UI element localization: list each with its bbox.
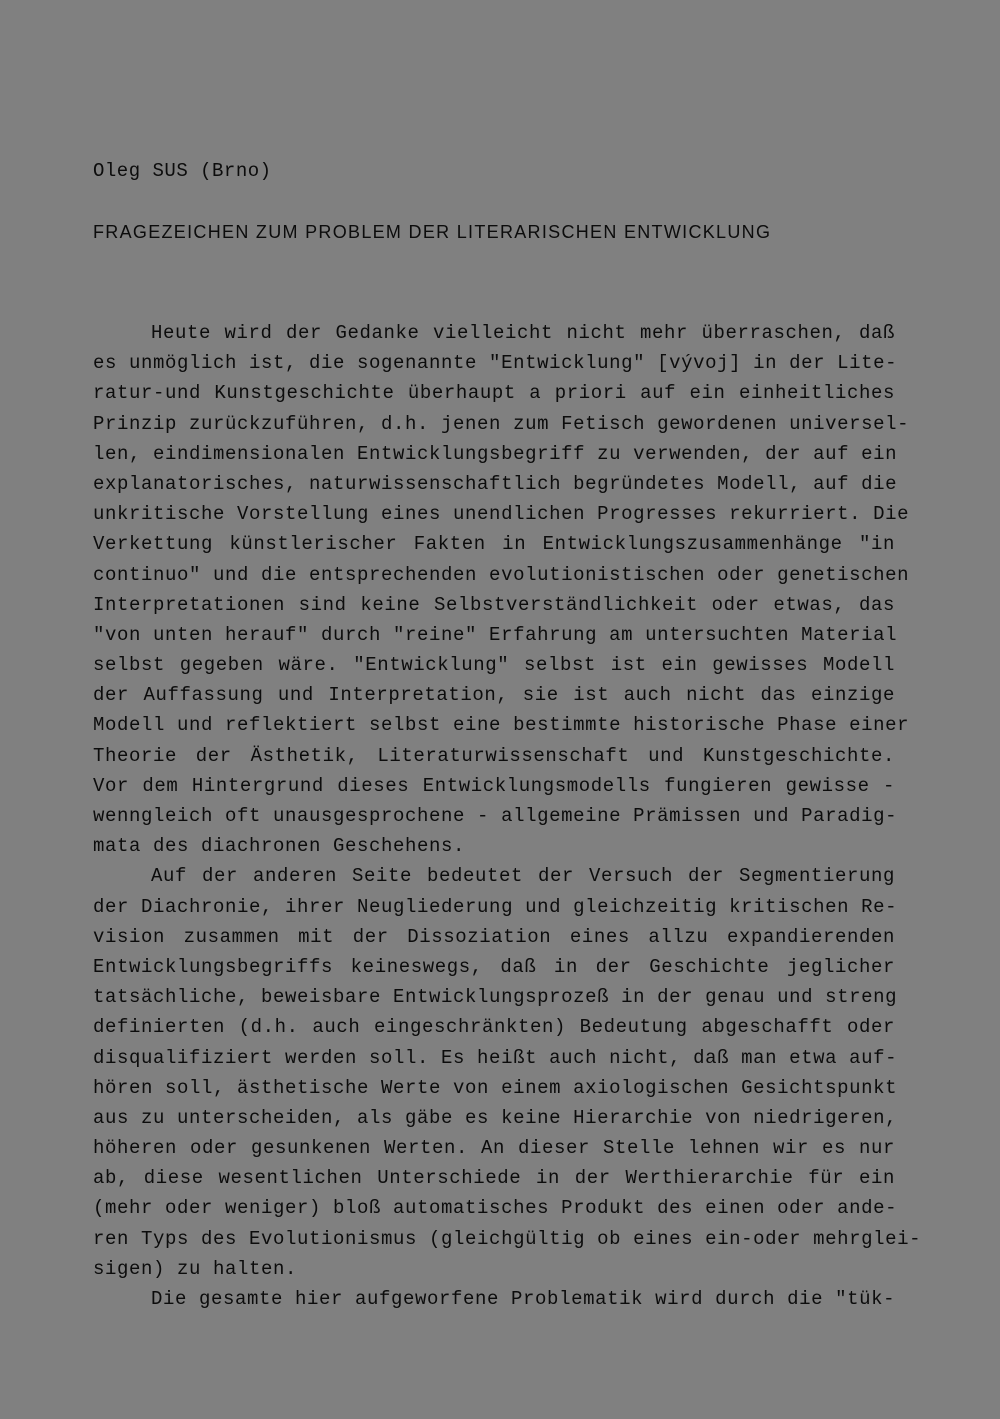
text-line: wenngleich oft unausgesprochene - allgemeine Prämissen und Paradig- xyxy=(93,805,898,827)
text-line: es unmöglich ist, die sogenannte "Entwicklung" [vývoj] in der Lite- xyxy=(93,352,898,375)
text-line: der Auffassung und Interpretation, sie ist auch nicht das einzige xyxy=(93,684,895,707)
author-line: Oleg SUS (Brno) xyxy=(93,160,272,182)
text-line: selbst gegeben wäre. "Entwicklung" selbst ist ein gewisses Modell xyxy=(93,654,895,677)
text-line: sigen) zu halten. xyxy=(93,1257,298,1280)
text-line: Prinzip zurückzuführen, d.h. jenen zum Fetisch gewordenen universel- xyxy=(93,412,910,435)
text-line: ab, diese wesentlichen Unterschiede in der Werthierarchie für ein xyxy=(93,1167,895,1190)
text-line: Vor dem Hintergrund dieses Entwicklungsmodells fungieren gewisse - xyxy=(93,774,895,797)
text-line: Auf der anderen Seite bedeutet der Versuch der Segmentierung xyxy=(151,865,895,888)
text-line: der Diachronie, ihrer Neugliederung und gleichzeitig kritischen Re- xyxy=(93,895,898,918)
text-line: Theorie der Ästhetik, Literaturwissenschaft und Kunstgeschichte. xyxy=(93,744,895,767)
text-line: disqualifiziert werden soll. Es heißt auch nicht, daß man etwa auf- xyxy=(93,1046,898,1069)
text-line: Verkettung künstlerischer Fakten in Entwicklungszusammenhänge "in xyxy=(93,533,895,556)
text-line: tatsächliche, beweisbare Entwicklungsprozeß in der genau und streng xyxy=(93,986,898,1009)
text-line: continuo" und die entsprechenden evolutionistischen oder genetischen xyxy=(93,563,910,586)
text-line: höheren oder gesunkenen Werten. An dieser Stelle lehnen wir es nur xyxy=(93,1137,895,1160)
text-line: unkritische Vorstellung eines unendlichen Progresses rekurriert. Die xyxy=(93,503,910,526)
text-line: "von unten herauf" durch "reine" Erfahrung am untersuchten Material xyxy=(93,623,898,646)
body-text xyxy=(93,318,923,1314)
text-line: mata des diachronen Geschehens. xyxy=(93,835,466,858)
text-line: ratur-und Kunstgeschichte überhaupt a priori auf ein einheitliches xyxy=(93,382,895,405)
text-line: vision zusammen mit der Dissoziation eines allzu expandierenden xyxy=(93,925,895,948)
text-line: len, eindimensionalen Entwicklungsbegriff zu verwenden, der auf ein xyxy=(93,442,898,465)
text-line: explanatorisches, naturwissenschaftlich begründetes Modell, auf die xyxy=(93,472,898,495)
text-line: Modell und reflektiert selbst eine bestimmte historische Phase einer xyxy=(93,714,910,737)
document-title: FRAGEZEICHEN ZUM PROBLEM DER LITERARISCHEN ENTWICKLUNG xyxy=(93,222,772,242)
text-line: ren Typs des Evolutionismus (gleichgültig ob eines ein-oder mehrglei- xyxy=(93,1227,922,1250)
text-line: (mehr oder weniger) bloß automatisches Produkt des einen oder ande- xyxy=(93,1197,898,1220)
text-line: definierten (d.h. auch eingeschränkten) Bedeutung abgeschafft oder xyxy=(93,1016,895,1039)
text-line: Entwicklungsbegriffs keineswegs, daß in der Geschichte jeglicher xyxy=(93,955,895,978)
text-line: aus zu unterscheiden, als gäbe es keine Hierarchie von niedrigeren, xyxy=(93,1106,898,1129)
text-line: Die gesamte hier aufgeworfene Problematik wird durch die "tük- xyxy=(151,1288,896,1310)
text-line: Heute wird der Gedanke vielleicht nicht mehr überraschen, daß xyxy=(151,322,895,344)
text-line: Interpretationen sind keine Selbstverständlichkeit oder etwas, das xyxy=(93,593,895,616)
text-line: hören soll, ästhetische Werte von einem axiologischen Gesichtspunkt xyxy=(93,1076,898,1099)
